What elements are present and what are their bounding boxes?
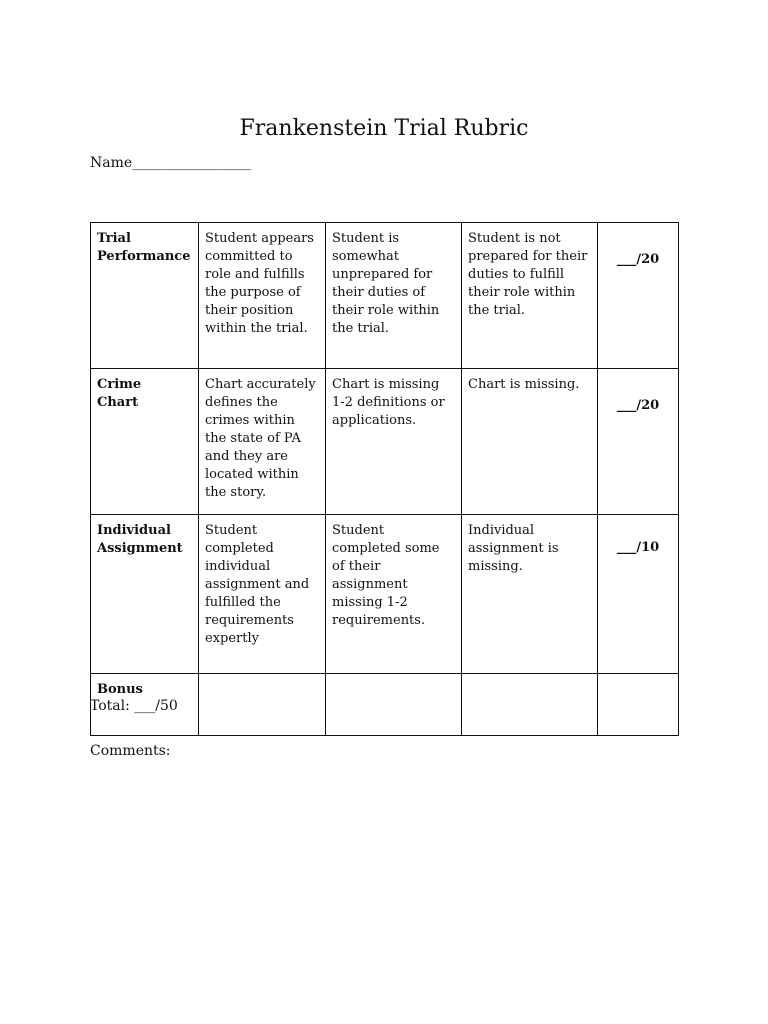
rubric-table [90,222,679,736]
category-label: Assignment [97,541,183,556]
level1-cell: Individual assignment is missing. [462,515,598,674]
category-label: Individual [97,523,171,538]
category-label: Bonus [97,682,143,697]
table-row [91,369,679,515]
level2-cell: Student completed some of their assignment missing 1-2 requirements. [326,515,462,674]
category-cell [91,223,199,369]
level2-cell: Chart is missing 1-2 definitions or applications. [326,369,462,515]
category-cell [91,515,199,674]
level1-cell: Chart is missing. [462,369,598,515]
level2-cell: Student is somewhat unprepared for their duties of their role within the trial. [326,223,462,369]
level3-cell: Student appears committed to role and fulfills the purpose of their position within the trial. [199,223,326,369]
score-cell: ___/20 [598,369,679,515]
level3-cell: Student completed individual assignment and fulfilled the requirements expertly [199,515,326,674]
score-cell: ___/10 [598,515,679,674]
category-label: Performance [97,249,191,264]
category-label: Trial [97,231,131,246]
score-cell [598,674,679,736]
level1-cell: Student is not prepared for their duties to fulfill their role within the trial. [462,223,598,369]
level3-cell: Chart accurately defines the crimes within the state of PA and they are located within the story. [199,369,326,515]
table-row [91,223,679,369]
name-line: Name_________________ [90,155,252,171]
level2-cell [326,674,462,736]
comments-label: Comments: [90,743,171,759]
score-cell: ___/20 [598,223,679,369]
level3-cell [199,674,326,736]
page-title: Frankenstein Trial Rubric [239,116,529,141]
level1-cell [462,674,598,736]
category-label: Chart [97,395,139,410]
category-cell [91,369,199,515]
category-label: Crime [97,377,142,392]
table-row [91,674,679,736]
total-line: Total: ___/50 [90,698,178,714]
table-row [91,515,679,674]
